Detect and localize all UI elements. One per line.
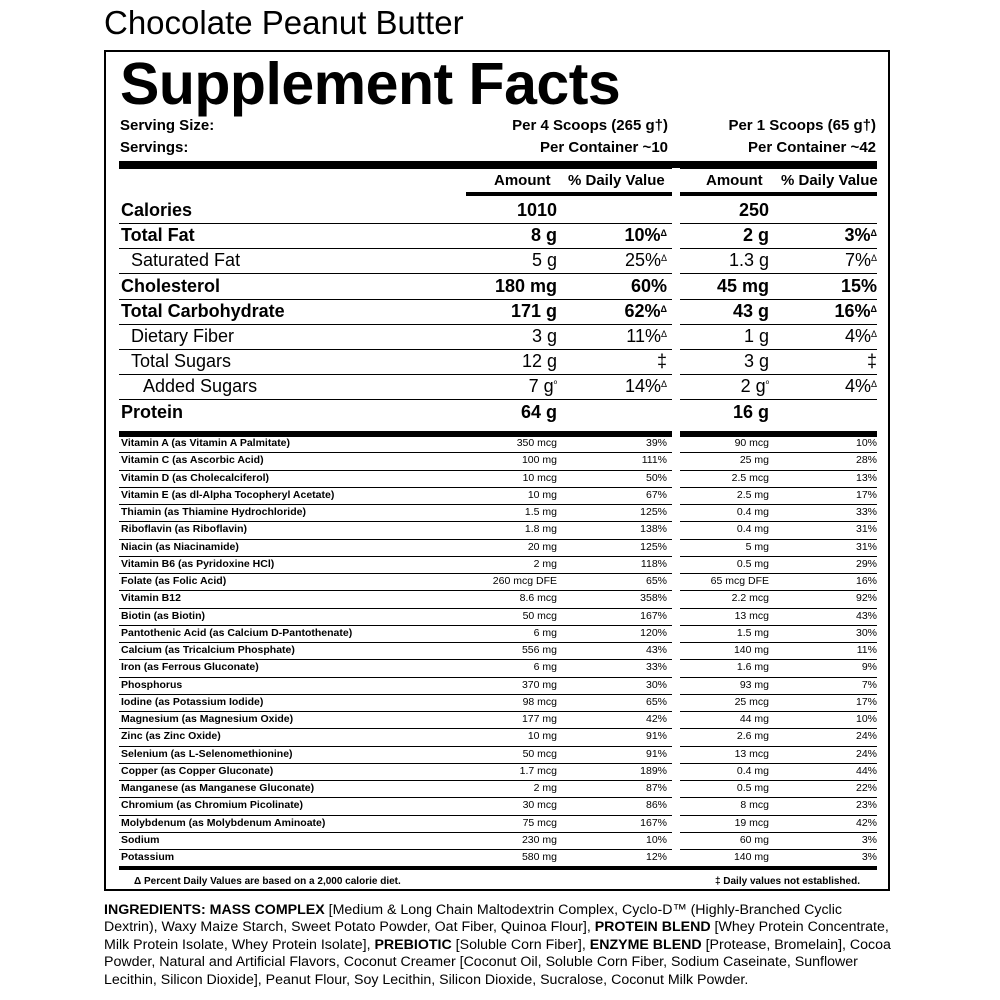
micronutrient-row bbox=[119, 659, 877, 677]
micronutrient-row bbox=[119, 797, 877, 815]
micronutrient-name: Vitamin C (as Ascorbic Acid) bbox=[121, 454, 264, 467]
col1-amount: 2 mg bbox=[533, 557, 557, 570]
col1-amount: 50 mcg bbox=[522, 747, 557, 760]
col2-amount: 2.6 mg bbox=[736, 730, 769, 743]
col2-amount: 44 mg bbox=[739, 713, 769, 725]
amount-footnote-mark: º bbox=[553, 379, 557, 390]
col2-dv-header: % Daily Value bbox=[781, 172, 878, 189]
micronutrient-name: Iodine (as Potassium Iodide) bbox=[121, 695, 264, 708]
col2-amount: 140 mg bbox=[733, 851, 769, 863]
col1-amount: 230 mg bbox=[521, 833, 557, 846]
col2-amount: 25 mcg bbox=[734, 695, 769, 708]
micronutrient-row bbox=[119, 763, 877, 781]
col1-daily-value: 120% bbox=[640, 626, 667, 639]
col1-amount: 180 mg bbox=[494, 275, 557, 296]
nutrient-name: Dietary Fiber bbox=[131, 326, 235, 346]
col2-daily-value: 29% bbox=[855, 557, 877, 570]
micronutrient-name: Vitamin A (as Vitamin A Palmitate) bbox=[121, 437, 291, 449]
dv-footnote-mark: Δ bbox=[870, 379, 877, 390]
col2-amount: 1.5 mg bbox=[736, 626, 769, 639]
col2-daily-value: 16% bbox=[855, 575, 877, 587]
dv-footnote-mark: Δ bbox=[660, 379, 667, 390]
col1-amount: 75 mcg bbox=[522, 816, 557, 829]
micronutrient-name: Sodium bbox=[121, 833, 160, 846]
ingredient-heading: INGREDIENTS: MASS COMPLEX bbox=[104, 902, 329, 918]
micronutrient-name: Molybdenum (as Molybdenum Aminoate) bbox=[121, 816, 326, 829]
ingredient-list: [Medium & Long Chain Maltodextrin Complex, Cyclo-D™ (Highly-Branched Cyclic Dextrin), Waxy Maize Starch, Sweet Potato Powder, Oat Fiber, Quinoa Flour], bbox=[104, 902, 842, 936]
col1-amount: 350 mcg bbox=[516, 437, 557, 449]
panel-title: Supplement Facts bbox=[120, 51, 621, 117]
col2-daily-value: 15% bbox=[840, 275, 877, 296]
micronutrient-row bbox=[119, 746, 877, 764]
col2-amount: 65 mcg DFE bbox=[710, 575, 769, 587]
col2-amount: 93 mg bbox=[739, 678, 769, 691]
col2-amount: 5 mg bbox=[745, 540, 769, 553]
nutrient-row bbox=[119, 349, 877, 375]
dv-footnote-mark: Δ bbox=[870, 329, 877, 339]
col1-daily-value: 118% bbox=[640, 557, 667, 570]
micronutrient-name: Selenium (as L-Selenomethionine) bbox=[121, 747, 293, 760]
micronutrient-name: Vitamin E (as dl-Alpha Tocopheryl Acetate) bbox=[121, 488, 335, 501]
dv-footnote-mark: Δ bbox=[870, 253, 877, 264]
col1-daily-value: 125% bbox=[640, 506, 667, 518]
col2-daily-value: 92% bbox=[855, 592, 877, 605]
col1-daily-value: 167% bbox=[640, 609, 667, 622]
col1-daily-value: 11%$^\Delta$ bbox=[626, 326, 667, 346]
col1-daily-value: 42% bbox=[645, 713, 667, 725]
dv-footnote-mark: Δ bbox=[870, 228, 877, 239]
footnote-not-established: ‡ Daily values not established. bbox=[714, 876, 860, 887]
col2-amount: 45 mg bbox=[716, 275, 769, 296]
col1-daily-value: 67% bbox=[645, 488, 667, 501]
footnote-dv: Δ Percent Daily Values are based on a 2,000 calorie diet. bbox=[134, 876, 401, 887]
nutrient-name: Protein bbox=[121, 401, 184, 422]
nutrient-row bbox=[119, 374, 877, 400]
col2-daily-value: 11% bbox=[856, 644, 877, 656]
micronutrient-name: Biotin (as Biotin) bbox=[121, 609, 205, 622]
ingredient-list: [Soluble Corn Fiber], bbox=[455, 936, 590, 953]
ingredient-heading: ENZYME BLEND bbox=[589, 936, 706, 953]
col2-amount-header: Amount bbox=[706, 172, 763, 189]
micronutrient-row bbox=[119, 832, 877, 850]
col2-amount: 13 mcg bbox=[734, 609, 769, 622]
micronutrient-row bbox=[119, 521, 877, 539]
supplement-facts-panel bbox=[104, 50, 890, 891]
col2-daily-value: 3%$^\Delta$ bbox=[844, 225, 877, 246]
col1-daily-value: 25%$^\Delta$ bbox=[624, 250, 667, 271]
col1-daily-value: 33% bbox=[645, 661, 667, 674]
ingredient-heading: PREBIOTIC bbox=[374, 936, 456, 953]
col2-daily-value: 17% bbox=[855, 695, 877, 708]
micronutrient-row bbox=[119, 849, 877, 866]
ingredient-heading: PROTEIN BLEND bbox=[594, 919, 715, 936]
dv-footnote-mark: Δ bbox=[660, 303, 667, 314]
nutrient-name: Calories bbox=[121, 200, 193, 220]
nutrient-row bbox=[119, 198, 877, 224]
col2-amount: 1 g bbox=[743, 326, 769, 346]
col2-daily-value: 24% bbox=[855, 747, 877, 760]
micronutrient-name: Vitamin B6 (as Pyridoxine HCl) bbox=[121, 557, 275, 570]
col1-amount: 556 mg bbox=[521, 644, 557, 656]
col1-amount: 260 mcg DFE bbox=[492, 575, 557, 587]
dv-footnote-mark: Δ bbox=[660, 329, 667, 339]
col2-amount: 13 mcg bbox=[734, 747, 769, 760]
col1-amount: 64 g bbox=[520, 401, 557, 422]
col2-amount: 0.5 mg bbox=[736, 782, 769, 794]
serving-size-label: Serving Size: bbox=[120, 117, 215, 134]
servings-label: Servings: bbox=[120, 139, 189, 156]
col1-amount: 177 mg bbox=[521, 713, 557, 725]
micronutrient-name: Thiamin (as Thiamine Hydrochloride) bbox=[121, 506, 306, 518]
thick-divider-bottom bbox=[119, 866, 877, 870]
micronutrient-name: Magnesium (as Magnesium Oxide) bbox=[121, 713, 294, 725]
col1-amount: 1.7 mcg bbox=[519, 764, 557, 777]
col2-amount: 1.6 mg bbox=[736, 661, 769, 674]
col1-daily-value: 10% bbox=[645, 833, 667, 846]
col2-daily-value: 7%$^\Delta$ bbox=[844, 250, 877, 271]
col2-amount: 90 mcg bbox=[734, 437, 769, 449]
col1-daily-value: 62%$^\Delta$ bbox=[624, 300, 667, 321]
col1-amount: 8.6 mcg bbox=[519, 592, 557, 605]
micronutrient-name: Calcium (as Tricalcium Phosphate) bbox=[121, 644, 295, 656]
nutrient-name: Cholesterol bbox=[121, 275, 221, 296]
col2-amount: 8 mcg bbox=[740, 799, 769, 812]
micronutrient-row bbox=[119, 556, 877, 574]
col1-daily-value: 43% bbox=[645, 644, 667, 656]
col1-daily-value: 111% bbox=[641, 454, 667, 467]
micronutrient-name: Zinc (as Zinc Oxide) bbox=[121, 730, 221, 743]
col1-amount: 580 mg bbox=[521, 851, 557, 863]
micronutrient-row bbox=[119, 470, 877, 488]
micronutrient-row bbox=[119, 608, 877, 626]
ingredient-list: [Protease, Bromelain], Cocoa Powder, Natural and Artificial Flavors, Coconut Creamer [Coconut Oil, Soluble Corn Fiber, Sodium Caseinate, Sunflower Lecithin, Silicon Dioxide], Peanut Flour, Soy Lecithin, Silicon Dioxide, Sucralose, Coconut Milk Powder. bbox=[104, 936, 891, 988]
col1-daily-value: 65% bbox=[645, 695, 667, 708]
amount-footnote-mark: º bbox=[765, 379, 769, 390]
nutrient-name: Saturated Fat bbox=[131, 250, 241, 271]
micronutrient-name: Folate (as Folic Acid) bbox=[121, 575, 227, 587]
col2-amount: 43 g bbox=[732, 300, 769, 321]
col2-daily-value: 3% bbox=[861, 833, 877, 846]
col2-daily-value: 7% bbox=[861, 678, 877, 691]
col1-amount: 5 g bbox=[531, 250, 557, 271]
micronutrient-name: Potassium bbox=[121, 851, 175, 863]
col1-amount: 3 g bbox=[531, 326, 557, 346]
col2-daily-value: 31% bbox=[855, 540, 877, 553]
col1-dv-header: % Daily Value bbox=[568, 172, 665, 189]
col2-amount: 2.2 mcg bbox=[731, 592, 769, 605]
micronutrient-name: Vitamin B12 bbox=[121, 592, 181, 605]
flavor-name: Chocolate Peanut Butter bbox=[104, 4, 464, 41]
col1-amount: 50 mcg bbox=[522, 609, 557, 622]
dv-footnote-mark: Δ bbox=[660, 253, 667, 264]
col2-daily-value: 43% bbox=[855, 609, 877, 622]
col1-daily-value: 138% bbox=[640, 523, 667, 536]
dv-footnote-mark: Δ bbox=[660, 228, 667, 239]
col1-amount: 30 mcg bbox=[522, 799, 557, 812]
col1-daily-value: 167% bbox=[640, 816, 667, 829]
col1-daily-value: 14%$^\Delta$ bbox=[624, 376, 667, 397]
micronutrient-name: Vitamin D (as Cholecalciferol) bbox=[121, 471, 270, 484]
col1-daily-value: 125% bbox=[640, 540, 667, 553]
col1-daily-value: 91% bbox=[645, 730, 667, 743]
col2-daily-value: 4%$^\Delta$ bbox=[844, 326, 877, 346]
nutrient-row bbox=[119, 248, 877, 274]
col2-daily-value: 9% bbox=[861, 661, 877, 674]
col1-daily-value: 87% bbox=[645, 782, 667, 794]
col1-daily-value: ‡ bbox=[656, 351, 667, 372]
col2-serving-size: Per 1 Scoops (65 g†) bbox=[728, 117, 876, 134]
micronutrient-name: Riboflavin (as Riboflavin) bbox=[121, 523, 248, 536]
col2-amount: 3 g bbox=[743, 351, 769, 372]
col2-daily-value: 30% bbox=[855, 626, 877, 639]
col1-amount: 10 mcg bbox=[522, 471, 557, 484]
col2-daily-value: ‡ bbox=[866, 351, 877, 372]
micronutrient-row bbox=[119, 642, 877, 660]
col2-daily-value: 10% bbox=[855, 713, 877, 725]
col1-amount: 20 mg bbox=[527, 540, 557, 553]
col2-daily-value: 24% bbox=[855, 730, 877, 743]
col2-amount: 2.5 mg bbox=[736, 488, 769, 501]
micronutrient-row bbox=[119, 625, 877, 643]
micronutrient-name: Chromium (as Chromium Picolinate) bbox=[121, 799, 304, 812]
col1-amount: 171 g bbox=[510, 300, 557, 321]
nutrient-name: Total Carbohydrate bbox=[121, 300, 285, 321]
col1-amount: 98 mcg bbox=[522, 695, 557, 708]
col2-amount: 25 mg bbox=[739, 454, 769, 467]
col2-amount: 2.5 mcg bbox=[731, 471, 769, 484]
col1-daily-value: 30% bbox=[645, 678, 667, 691]
col2-amount: 0.4 mg bbox=[736, 506, 769, 518]
col1-daily-value: 39% bbox=[645, 437, 667, 449]
micronutrient-row bbox=[119, 504, 877, 522]
col2-amount: 2 g bbox=[742, 225, 769, 246]
col1-amount: 2 mg bbox=[533, 782, 557, 794]
col1-daily-value: 60% bbox=[630, 275, 667, 296]
col2-daily-value: 44% bbox=[855, 764, 877, 777]
micronutrient-name: Copper (as Copper Gluconate) bbox=[121, 764, 274, 777]
ingredients-text bbox=[104, 902, 894, 989]
thick-divider-top bbox=[119, 161, 877, 169]
col1-amount: 1010 bbox=[516, 200, 557, 220]
micronutrient-name: Pantothenic Acid (as Calcium D-Pantothenate) bbox=[121, 626, 353, 639]
micronutrient-row bbox=[119, 728, 877, 746]
micronutrient-name: Niacin (as Niacinamide) bbox=[121, 540, 239, 553]
col2-daily-value: 28% bbox=[855, 454, 877, 467]
col1-daily-value: 12% bbox=[645, 851, 667, 863]
dv-footnote-mark: Δ bbox=[870, 303, 877, 314]
col1-amount: 100 mg bbox=[521, 454, 557, 467]
col1-amount: 8 g bbox=[530, 225, 557, 246]
col1-serving-size: Per 4 Scoops (265 g†) bbox=[512, 117, 668, 134]
col2-daily-value: 31% bbox=[855, 523, 877, 536]
col2-daily-value: 4%$^\Delta$ bbox=[844, 376, 877, 397]
micronutrient-row bbox=[119, 711, 877, 729]
nutrient-name: Total Fat bbox=[121, 225, 195, 246]
nutrient-name: Added Sugars bbox=[143, 376, 258, 397]
col1-amount: 1.5 mg bbox=[524, 506, 557, 518]
micronutrient-row bbox=[119, 452, 877, 470]
col2-amount: 16 g bbox=[732, 401, 769, 422]
micronutrient-row bbox=[119, 573, 877, 591]
col1-daily-value: 86% bbox=[645, 799, 667, 812]
micronutrient-name: Manganese (as Manganese Gluconate) bbox=[121, 782, 315, 794]
col1-daily-value: 189% bbox=[640, 764, 667, 777]
col1-daily-value: 65% bbox=[645, 575, 667, 587]
col1-amount: 370 mg bbox=[521, 678, 557, 691]
col2-daily-value: 42% bbox=[855, 816, 877, 829]
col1-amount-header: Amount bbox=[494, 172, 551, 189]
micronutrient-name: Iron (as Ferrous Gluconate) bbox=[121, 661, 259, 674]
col1-servings: Per Container ~10 bbox=[540, 139, 668, 156]
col1-amount: 10 mg bbox=[527, 488, 557, 501]
col1-amount: 1.8 mg bbox=[524, 523, 557, 536]
col1-amount: 6 mg bbox=[533, 661, 557, 674]
col2-amount: 0.5 mg bbox=[736, 557, 769, 570]
col2-daily-value: 23% bbox=[855, 799, 877, 812]
col2-daily-value: 33% bbox=[855, 506, 877, 518]
nutrient-name: Total Sugars bbox=[131, 351, 232, 372]
micronutrient-name: Phosphorus bbox=[121, 678, 183, 691]
nutrient-row bbox=[119, 299, 877, 325]
col1-daily-value: 358% bbox=[640, 592, 667, 605]
col2-amount: 19 mcg bbox=[734, 816, 769, 829]
col2-amount: 0.4 mg bbox=[736, 764, 769, 777]
nutrient-row bbox=[119, 274, 877, 300]
col2-amount: 1.3 g bbox=[728, 250, 769, 271]
micronutrient-row bbox=[119, 590, 877, 608]
col1-daily-value: 91% bbox=[645, 747, 667, 760]
col2-servings: Per Container ~42 bbox=[748, 139, 876, 156]
col2-daily-value: 17% bbox=[855, 488, 877, 501]
ingredient-list: [Whey Protein Concentrate, Milk Protein Isolate, Whey Protein Isolate], bbox=[104, 919, 889, 953]
nutrient-row bbox=[119, 324, 877, 350]
col2-amount: 140 mg bbox=[733, 644, 769, 656]
micronutrient-row bbox=[119, 435, 877, 453]
col1-amount: 12 g bbox=[521, 351, 557, 372]
micronutrient-row bbox=[119, 815, 877, 833]
micronutrient-row bbox=[119, 694, 877, 712]
col2-daily-value: 13% bbox=[855, 471, 877, 484]
nutrient-row bbox=[119, 400, 877, 425]
micronutrient-row bbox=[119, 677, 877, 695]
col1-amount: 10 mg bbox=[527, 730, 557, 743]
col2-amount: 2 $g^º$ bbox=[740, 376, 769, 397]
col1-amount: 7 $g^º$ bbox=[528, 376, 557, 397]
micronutrient-row bbox=[119, 780, 877, 798]
micronutrient-row bbox=[119, 487, 877, 505]
col1-daily-value: 50% bbox=[645, 471, 667, 484]
col2-daily-value: 3% bbox=[861, 851, 877, 863]
col1-daily-value: 10%$^\Delta$ bbox=[624, 225, 667, 246]
nutrient-row bbox=[119, 223, 877, 249]
col1-amount: 6 mg bbox=[533, 626, 557, 639]
col2-daily-value: 22% bbox=[855, 782, 877, 794]
column-separator bbox=[672, 168, 680, 866]
col2-amount: 60 mg bbox=[739, 833, 769, 846]
col2-daily-value: 10% bbox=[855, 437, 877, 449]
micronutrient-row bbox=[119, 539, 877, 557]
col2-daily-value: 16%$^\Delta$ bbox=[834, 300, 877, 321]
col2-amount: 0.4 mg bbox=[736, 523, 769, 536]
col2-amount: 250 bbox=[738, 200, 769, 220]
